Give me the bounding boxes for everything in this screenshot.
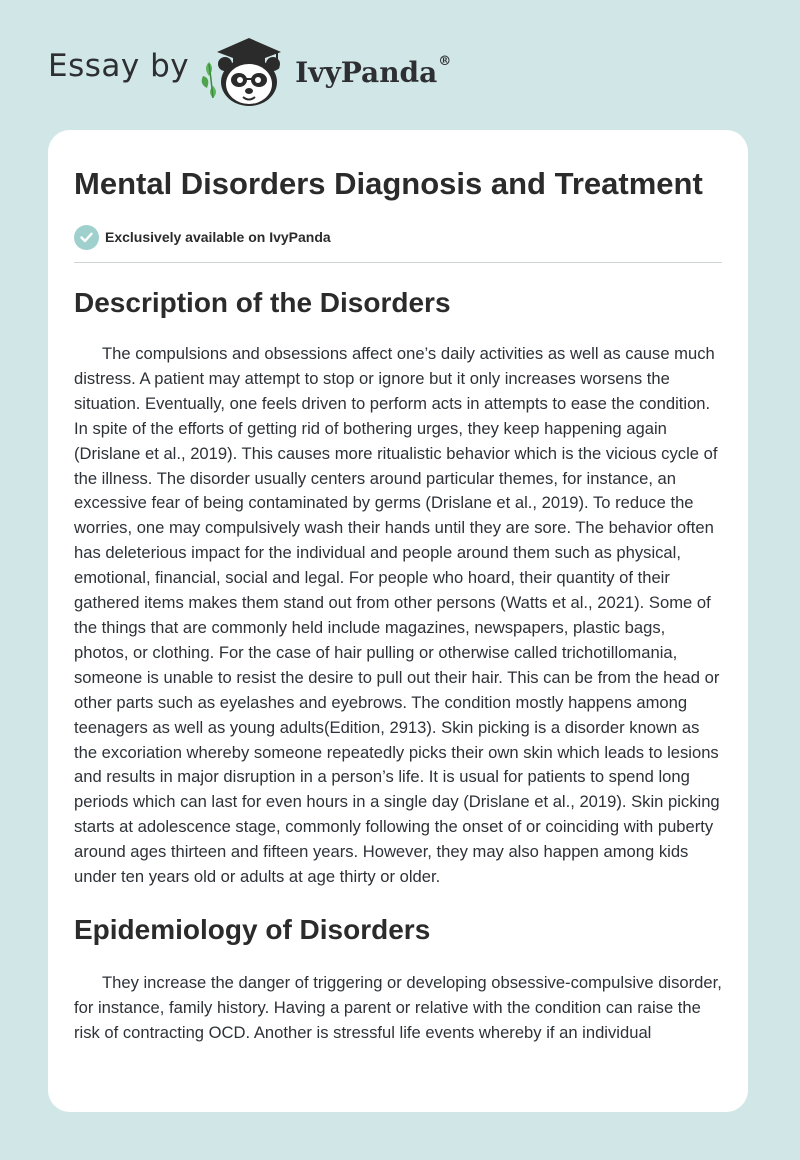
article-title: Mental Disorders Diagnosis and Treatment bbox=[74, 166, 703, 201]
essay-by-label: Essay by bbox=[48, 48, 190, 84]
ivy-leaf-icon bbox=[202, 62, 216, 98]
section-paragraph-description: The compulsions and obsessions affect one’s daily activities as well as cause much distress. A patient may attempt to stop or ignore but it only increases worsens the situation. Eventually, one feels driven to perform acts in attempts to ease the condition. In spite of the efforts of getting rid of bothering urges, they keep happening again (Drislane et al., 2019). This causes more ritualistic behavior which is the vicious cycle of the illness. The disorder usually centers around particular themes, for instance, an excessive fear of being contaminated by germs (Drislane et al., 2019). To reduce the worries, one may compulsively wash their hands until they are sore. The behavior often has deleterious impact for the individual and people around them such as physical, emotional, financial, social and legal. For people who hoard, their quantity of their gathered items makes them stand out from other persons (Watts et al., 2021). Some of the things that are commonly held include magazines, newspapers, plastic bags, photos, or clothing. For the case of hair pulling or otherwise called trichotillomania, someone is unable to resist the desire to pull out their hair. This can be from the head or other parts such as eyelashes and eyebrows. The condition mostly happens among teenagers as well as young adults(Edition, 2913). Skin picking is a disorder known as the excoriation whereby someone repeatedly picks their own skin which leads to lesions and results in major disruption in a person’s life. It is usual for patients to spend long periods which can last for even hours in a single day (Drislane et al., 2019). Skin picking starts at adolescence stage, commonly following the onset of or coinciding with puberty around ages thirteen and fifteen years. However, they may also happen among kids under ten years old or adults at age thirty or older. bbox=[74, 344, 720, 887]
section-heading-epidemiology: Epidemiology of Disorders bbox=[74, 913, 431, 945]
brand-name[interactable] bbox=[295, 53, 452, 89]
registered-mark: ® bbox=[438, 53, 452, 69]
checkmark-icon bbox=[74, 225, 99, 250]
exclusive-badge-text: Exclusively available on IvyPanda bbox=[105, 229, 331, 245]
section-heading-description: Description of the Disorders bbox=[74, 287, 451, 318]
article-card bbox=[48, 130, 748, 1112]
section-paragraph-epidemiology: They increase the danger of triggering or developing obsessive-compulsive disorder, for instance, family history. Having a parent or relative with the condition can raise the risk of contracting OCD. Another is stressful life events whereby if an individual bbox=[74, 972, 722, 1042]
site-header bbox=[48, 30, 451, 110]
brand-name-text: IvyPanda bbox=[295, 55, 438, 89]
exclusive-badge bbox=[74, 224, 722, 250]
title-divider bbox=[74, 262, 722, 263]
panda-logo-icon[interactable] bbox=[199, 30, 291, 110]
